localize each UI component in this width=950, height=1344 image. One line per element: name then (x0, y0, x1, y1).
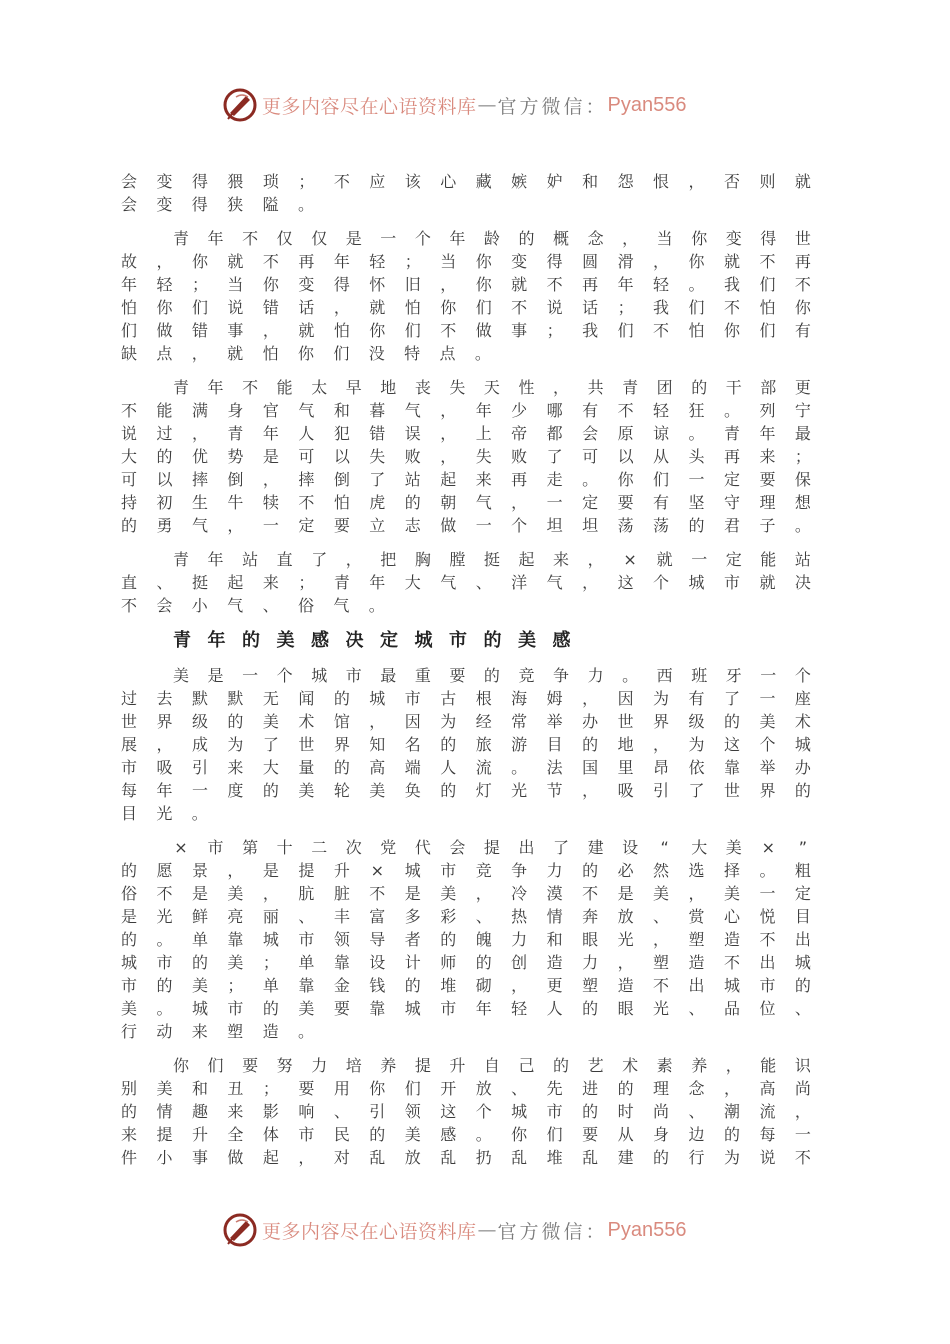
banner-wechat-id: Pyan556 (607, 93, 687, 116)
text-line: 城 市 的 美 ； 单 靠 设 计 师 的 创 造 力 ， 塑 造 不 出 城 (121, 953, 811, 972)
text-line: 故 ， 你 就 不 再 年 轻 ； 当 你 变 得 圆 滑 ， 你 就 不 再 (121, 252, 811, 271)
quill-pen-logo-icon (222, 87, 258, 123)
text-line: 市 的 美 ； 单 靠 金 钱 的 堆 砌 ， 更 塑 造 不 出 城 市 的 (121, 976, 811, 995)
text-line: 直 、 挺 起 来 ； 青 年 大 气 、 洋 气 ， 这 个 城 市 就 决 (121, 573, 811, 592)
text-line: 会 变 得 狭 隘 。 (121, 195, 314, 214)
text-line: 怕 你 们 说 错 话 ， 就 怕 你 们 不 说 话 ； 我 们 不 怕 你 (121, 298, 811, 317)
text-line: 你 们 要 努 力 培 养 提 升 自 己 的 艺 术 素 养 ， 能 识 (173, 1056, 811, 1075)
banner-site-name: 更多内容尽在心语资料库 (262, 95, 477, 118)
banner-dash: — (477, 1219, 497, 1241)
text-line: 展 ， 成 为 了 世 界 知 名 的 旅 游 目 的 地 ， 为 这 个 城 (121, 735, 811, 754)
text-line: 年 轻 ； 当 你 变 得 怀 旧 ， 你 就 不 再 年 轻 。 我 们 不 (121, 275, 811, 294)
text-line: 青 年 不 能 太 早 地 丧 失 天 性 ， 共 青 团 的 干 部 更 (173, 378, 811, 397)
paragraph (121, 170, 811, 216)
text-line: 持 初 生 牛 犊 不 怕 虎 的 朝 气 ， 一 定 要 有 坚 守 理 想 (121, 493, 811, 512)
banner-dash: — (477, 94, 497, 116)
text-line: 过 去 默 默 无 闻 的 城 市 古 根 海 姆 ， 因 为 有 了 一 座 (121, 689, 811, 708)
text-line: 市 吸 引 来 大 量 的 高 端 人 流 。 法 国 里 昂 依 靠 举 办 (121, 758, 811, 777)
text-line: 件 小 事 做 起 ， 对 乱 放 乱 扔 乱 堆 乱 建 的 行 为 说 不 (121, 1148, 811, 1167)
text-line: 每 年 一 度 的 美 轮 美 奂 的 灯 光 节 ， 吸 引 了 世 界 的 (121, 781, 811, 800)
text-line: 美 。 城 市 的 美 要 靠 城 市 年 轻 人 的 眼 光 、 品 位 、 (121, 999, 811, 1018)
paragraph (121, 836, 811, 1043)
text-line: 说 过 ， 青 年 人 犯 错 误 ， 上 帝 都 会 原 谅 。 青 年 最 (121, 424, 811, 443)
section-heading: 青 年 的 美 感 决 定 城 市 的 美 感 (173, 630, 571, 651)
text-line: 的 愿 景 ， 是 提 升 × 城 市 竞 争 力 的 必 然 选 择 。 粗 (121, 861, 811, 880)
text-line: 青 年 站 直 了 ， 把 胸 膛 挺 起 来 ， × 就 一 定 能 站 (173, 550, 811, 569)
paragraph (121, 227, 811, 365)
quill-pen-logo-icon (222, 1212, 258, 1248)
paragraph (121, 664, 811, 825)
text-line: 美 是 一 个 城 市 最 重 要 的 竞 争 力 。 西 班 牙 一 个 (173, 666, 811, 685)
text-line: 别 美 和 丑 ； 要 用 你 们 开 放 、 先 进 的 理 念 ， 高 尚 (121, 1079, 811, 1098)
banner-wechat-id: Pyan556 (607, 1218, 687, 1241)
text-line: 会 变 得 猥 琐 ； 不 应 该 心 藏 嫉 妒 和 怨 恨 ， 否 则 就 (121, 172, 811, 191)
paragraph (121, 548, 811, 617)
text-line: 目 光 。 (121, 804, 208, 823)
text-line: 的 。 单 靠 城 市 领 导 者 的 魄 力 和 眼 光 ， 塑 造 不 出 (121, 930, 811, 949)
text-line: 是 光 鲜 亮 丽 、 丰 富 多 彩 、 热 情 奔 放 、 赏 心 悦 目 (121, 907, 811, 926)
text-line: 青 年 不 仅 仅 是 一 个 年 龄 的 概 念 ， 当 你 变 得 世 (173, 229, 811, 248)
text-line: 不 会 小 气 、 俗 气 。 (121, 596, 385, 615)
footer-watermark-banner (222, 1210, 712, 1250)
document-body (121, 170, 811, 1180)
banner-wechat-label: 官方微信： (497, 1220, 608, 1243)
banner-site-name: 更多内容尽在心语资料库 (262, 1220, 477, 1243)
text-line: 来 提 升 全 体 市 民 的 美 感 。 你 们 要 从 身 边 的 每 一 (121, 1125, 811, 1144)
text-line: × 市 第 十 二 次 党 代 会 提 出 了 建 设 “ 大 美 × ” (174, 838, 807, 857)
text-line: 的 情 趣 来 影 响 、 引 领 这 个 城 市 的 时 尚 、 潮 流 ， (121, 1102, 811, 1121)
text-line: 不 能 满 身 官 气 和 暮 气 ， 年 少 哪 有 不 轻 狂 。 列 宁 (121, 401, 811, 420)
text-line: 俗 不 是 美 ， 肮 脏 不 是 美 ， 冷 漠 不 是 美 ， 美 一 定 (121, 884, 811, 903)
text-line: 大 的 优 势 是 可 以 失 败 ， 失 败 了 可 以 从 头 再 来 ； (121, 447, 811, 466)
text-line: 世 界 级 的 美 术 馆 ， 因 为 经 常 举 办 世 界 级 的 美 术 (121, 712, 811, 731)
text-line: 缺 点 ， 就 怕 你 们 没 特 点 。 (121, 344, 491, 363)
text-line: 可 以 摔 倒 ， 摔 倒 了 站 起 来 再 走 。 你 们 一 定 要 保 (121, 470, 811, 489)
text-line: 的 勇 气 ， 一 定 要 立 志 做 一 个 坦 坦 荡 荡 的 君 子 。 (121, 516, 811, 535)
banner-wechat-label: 官方微信： (497, 95, 608, 118)
header-watermark-banner (222, 85, 712, 125)
text-line: 行 动 来 塑 造 。 (121, 1022, 314, 1041)
text-line: 们 做 错 事 ， 就 怕 你 们 不 做 事 ； 我 们 不 怕 你 们 有 (121, 321, 811, 340)
paragraph (121, 376, 811, 537)
paragraph (121, 1054, 811, 1169)
